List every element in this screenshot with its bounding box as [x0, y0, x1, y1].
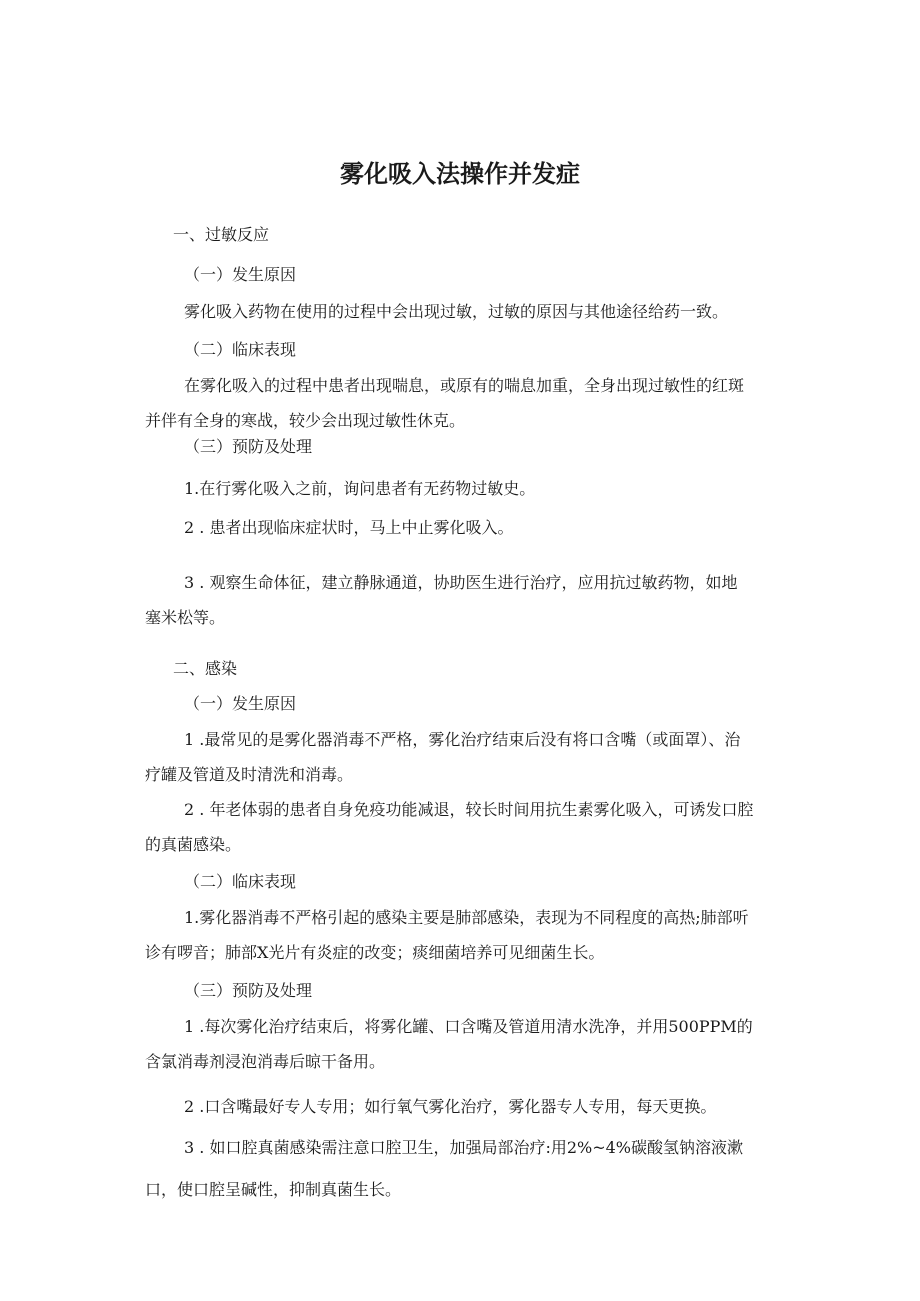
list-item: 2 . 年老体弱的患者自身免疫功能减退，较长时间用抗生素雾化吸入，可诱发口腔: [184, 800, 754, 819]
paragraph: 诊有啰音；肺部X光片有炎症的改变；痰细菌培养可见细菌生长。: [145, 943, 605, 962]
list-item: 塞米松等。: [145, 608, 226, 627]
subheading-clinical: （二）临床表现: [184, 872, 297, 891]
list-item: 的真菌感染。: [145, 835, 242, 854]
list-item: 1 .最常见的是雾化器消毒不严格，雾化治疗结束后没有将口含嘴（或面罩）、治: [184, 730, 741, 749]
subheading-prevention: （三）预防及处理: [184, 437, 313, 456]
page-title: 雾化吸入法操作并发症: [340, 159, 580, 188]
paragraph: 在雾化吸入的过程中患者出现喘息，或原有的喘息加重，全身出现过敏性的红斑: [184, 376, 745, 395]
subheading-clinical: （二）临床表现: [184, 340, 297, 359]
subheading-prevention: （三）预防及处理: [184, 981, 313, 1000]
list-item: 1 .每次雾化治疗结束后，将雾化罐、口含嘴及管道用清水洗净，并用500PPM的: [184, 1017, 753, 1036]
section-heading-infection: 二、感染: [173, 659, 238, 678]
subheading-cause: （一）发生原因: [184, 694, 297, 713]
list-item: 1.在行雾化吸入之前，询问患者有无药物过敏史。: [184, 479, 536, 498]
list-item: 3 . 如口腔真菌感染需注意口腔卫生，加强局部治疗:用2%~4%碳酸氢钠溶液漱: [184, 1138, 744, 1157]
list-item: 3 . 观察生命体征，建立静脉通道，协助医生进行治疗，应用抗过敏药物，如地: [184, 573, 738, 592]
section-heading-allergy: 一、过敏反应: [173, 225, 270, 244]
list-item: 疗罐及管道及时清洗和消毒。: [145, 765, 354, 784]
list-item: 2 .口含嘴最好专人专用；如行氧气雾化治疗，雾化器专人专用，每天更换。: [184, 1097, 717, 1116]
paragraph: 1.雾化器消毒不严格引起的感染主要是肺部感染，表现为不同程度的高热;肺部听: [184, 908, 749, 927]
subheading-cause: （一）发生原因: [184, 265, 297, 284]
list-item: 2 . 患者出现临床症状时，马上中止雾化吸入。: [184, 518, 514, 537]
paragraph: 雾化吸入药物在使用的过程中会出现过敏，过敏的原因与其他途径给药一致。: [184, 302, 729, 321]
list-item: 口，使口腔呈碱性，抑制真菌生长。: [145, 1180, 402, 1199]
paragraph: 并伴有全身的寒战，较少会出现过敏性休克。: [145, 411, 466, 430]
list-item: 含氯消毒剂浸泡消毒后晾干备用。: [145, 1052, 386, 1071]
